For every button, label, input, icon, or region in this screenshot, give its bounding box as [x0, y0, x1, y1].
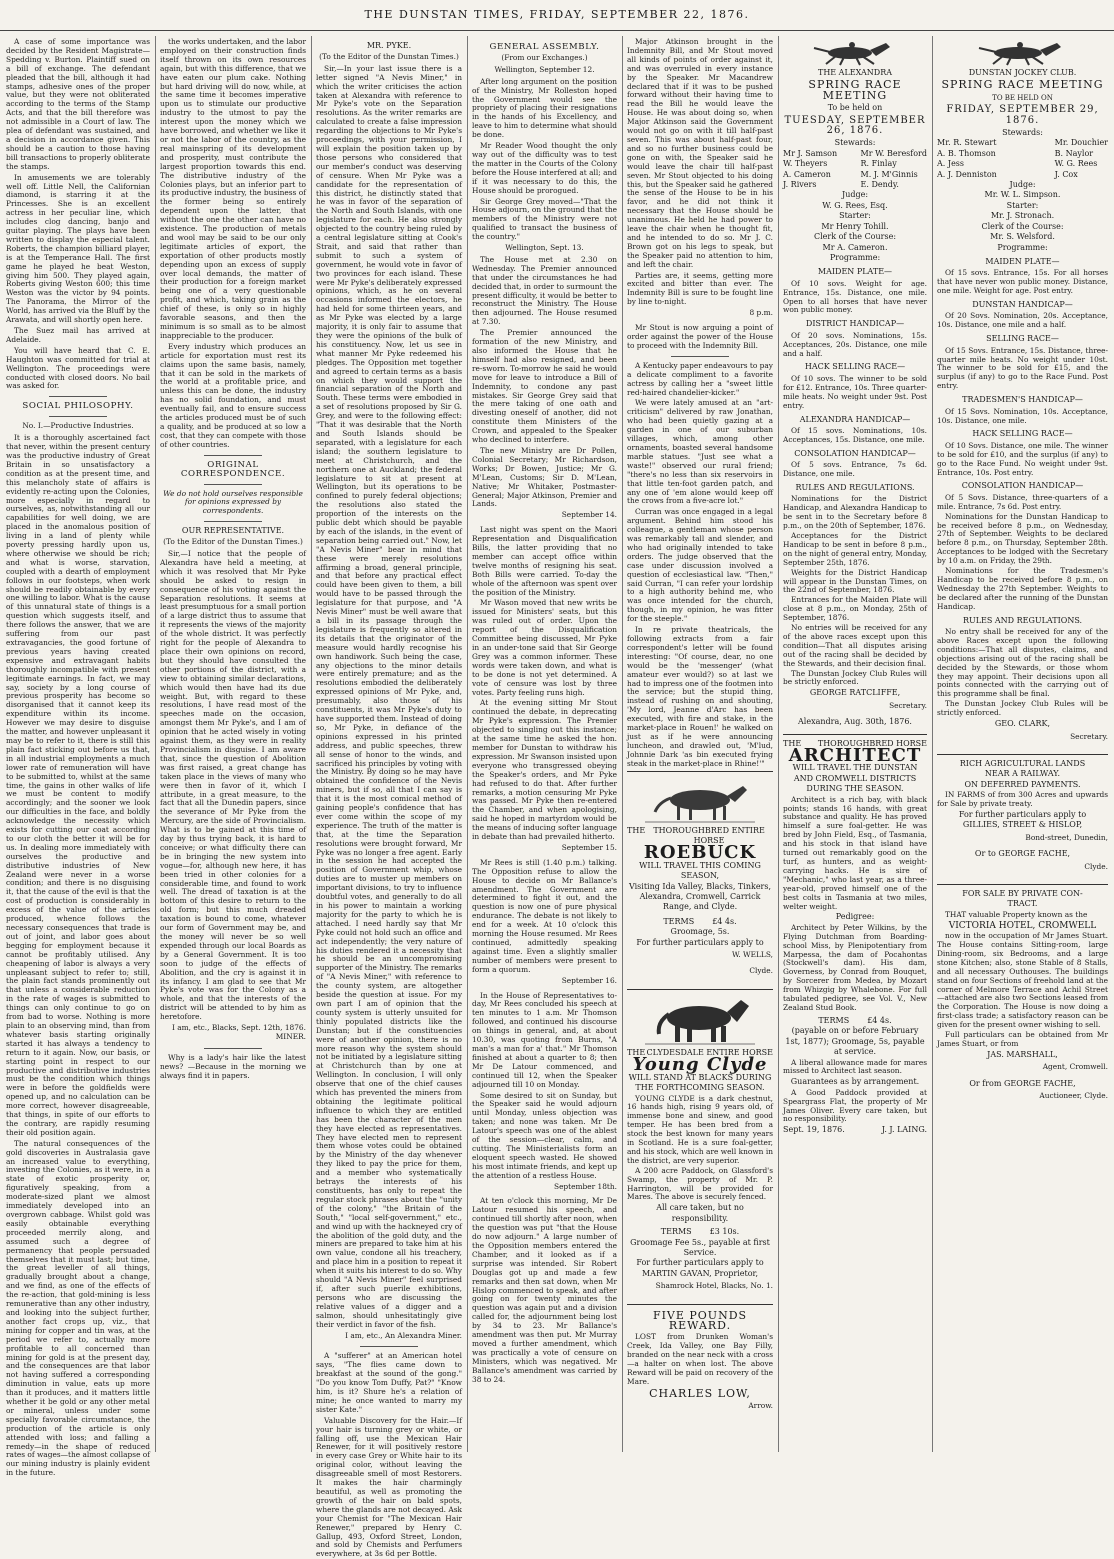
note-text: Nominations for the Dunstan Handicap to be received before 8 p.m., on Wednesday, 27th of September. Weights to be declared before 8 p.m., on Thursday, September 28th. Acceptances to be lodged with the Secretary by 10 a.m. on Friday, the 29th. — [937, 511, 1108, 566]
divider — [360, 1346, 418, 1347]
starter-label: Starter: — [839, 211, 871, 221]
news-paragraph: The new Ministry are Dr Pollen, Colonial Secretary; Mr Richardson, Works; Dr Bowen, Justice; Mr G. M'Lean, Customs; Sir D. M'Lean, Native; Mr Whitaker, Postmaster-General; Major Atkinson, Premier and Lands. — [472, 445, 617, 509]
rule-text: The Dunstan Jockey Club Rules will be strictly enforced. — [783, 668, 927, 687]
news-paragraph: A case of some importance was decided by the Resident Magistrate—Spedding v. Burton. Plaintiff sued on a bill of exchange. The defendant pleaded that the bill, although it had stamps, adhesive ones of the proper value, but they were not obliterated according to the terms of the Stamp Acts, and that the bill therefore was not admissible in a Court of law. The plea of defendant was sustained, and a decision in accordance given. This should be a caution to those having bill transactions to properly obliterate the stamps. — [6, 37, 150, 171]
racehorse-illustration-icon — [800, 40, 910, 66]
rule-text: No entries will be received for any of the above races except upon this condition—That all disputes arising out of the racing shall be decided by the Stewards, and their decision final. — [783, 623, 927, 668]
sale-or-title: Auctioneer, Clyde. — [1039, 1091, 1108, 1101]
racehorse-illustration-icon — [963, 40, 1083, 66]
clerk-name: Mr. S. Welsford. — [990, 232, 1055, 242]
column-rule — [155, 36, 156, 1452]
notes-list — [937, 513, 1108, 612]
letter-address: (To the Editor of the Dunstan Times.) — [163, 537, 303, 547]
secretary-title: Secretary. — [1070, 731, 1108, 741]
race-name: TRADESMEN'S HANDICAP— — [962, 395, 1083, 405]
hotel-sale-advert — [937, 884, 1108, 1114]
column-rule — [778, 36, 779, 1452]
divider — [49, 416, 107, 417]
ad-title: CLYDESDALE ENTIRE HORSE — [646, 1047, 773, 1057]
ad-line: WILL STAND AT BLACKS DURING THE FORTHCOMING SEASON. — [628, 1072, 772, 1093]
news-paragraph: We were lately amused at an "art-criticism" delivered by raw Jonathan, who had been quietly gazing at a garden in one of our suburban villages, which, among other ornaments, boasted several handsome marble statues. "Just see what a waste!" observed our rural friend; "there's no less than six reservoirs in that little ten-foot garden patch, and any one of 'em alone would keep off the crows from a five-acre lot." — [627, 398, 773, 506]
steward-name: A. Cameron — [783, 169, 831, 179]
race-conditions: Of 10 sovs. The winner to be sold for £12. Entrance, 10s. Three quarter-mile heats. No weight under 9st. Post entry. — [783, 373, 927, 410]
clerk-name: Mr A. Cameron. — [822, 242, 888, 252]
steward-name: W. G. Rees — [1054, 159, 1098, 169]
news-paragraph: After long argument on the position of the Ministry, Mr Rolleston hoped the Government would see the propriety of placing their resignations in the hands of his Excellency, and leave to him to determine what should be done. — [472, 76, 617, 140]
masthead: THE DUNSTAN TIMES, FRIDAY, SEPTEMBER 22, 1876. — [0, 0, 1114, 31]
terms-value: £4 4s. — [712, 916, 737, 926]
land-further: For further particulars apply to — [958, 809, 1087, 819]
sale-body: now in the occupation of Mr James Stuart. The House contains Sitting-room, large Dining-room, six Bedrooms, and a large stone Kitchen; also, stone Stable of 8 Stalls, and all necessary Outhouses. The buildings stand on four Sections of freehold land at the corner of Melmore Terrace and Achil Street—attached are also two Sections leased from the Corporation. The House is now doing a first-class trade; a satisfactory reason can be given for the present owner wishing to sell. — [937, 931, 1108, 1030]
column-rule — [932, 36, 933, 1452]
news-paragraph: At the evening sitting Mr Stout continued the debate, in deprecating Mr Pyke's expression. The Premier objected to singling out this instance; at the same time he asked the hon. member for Dunstan to withdraw his expression. Mr Swanson insisted upon everyone who transgressed obeying the Speaker's orders, and Mr Pyke had refused to do that. After further remarks, a motion censuring Mr Pyke was passed. Mr Pyke then re-entered the Chamber, and when apologising, said he hoped in martyrdom would be the means of inducing softer language in debate than had prevailed hitherto. — [472, 698, 617, 842]
column-4 — [472, 38, 617, 1448]
ad-agent: MARTIN GAVAN, Proprietor, — [641, 1268, 759, 1278]
article-paragraph: Every industry which produces an article for exportation must rest its claims upon the same basis, namely, that it can be sold in the markets of the world at a profitable price, and unless this can be done, the industry has no solid foundation, and must eventually fail, and to ensure success the articles produced must be of such a quality, and be produced at so low a cost, that they can compete with those of other countries. — [160, 341, 306, 449]
column-rule — [467, 36, 468, 1452]
rules-list — [937, 628, 1108, 718]
divider — [204, 1048, 262, 1049]
pedigree-label: Pedigree: — [835, 912, 875, 922]
article-paragraph: The natural consequences of the gold discoveries in Australasia gave an increased value to everything, investing the Colonies, as it were, in a state of exotic prosperity or, figuratively speaking, from a moderate-sized plant we almost immediately developed into an overgrown cabbage. Whilst gold was easily obtainable everything proceeded merrily along, and assumed such a degree of permanency that people persuaded themselves that it must last; but time, the great leveller of all things, gradually brought about a change, and we find, as one of the effects of the re-action, that gold-mining is less remunerative than any other industry, and looking into the subject further, another fact crops up, viz., that mining for copper and tin was, at the period we refer to, actually more profitable to all concerned than mining for gold is at the present day, and the consequences are that labor not having suffered a corresponding diminution in value, eats up more than it produces, and it matters little whether it be gold or any other metal or mineral, unless under some specially favorable circumstance, the production of the article is only attended with loss; and falling a remedy—in the shape of reduced rates of wages—the almost collapse of our mining industry is plainly evident in the future. — [6, 1138, 150, 1478]
groomage: Groomage, 5s. — [670, 927, 730, 937]
race-date: FRIDAY, SEPTEMBER 29, 1876. — [946, 104, 1099, 126]
ad-line: AND CROMWELL DISTRICTS — [793, 773, 917, 783]
land-or-place: Clyde. — [1084, 861, 1108, 871]
steward-name: M. J. M'Ginnis — [860, 169, 918, 179]
dateline: September 18th. — [554, 1181, 617, 1191]
starter-name: Mr Henry Tohill. — [821, 221, 889, 231]
article-paragraph: It is a thoroughly ascertained fact that never, within the present century was the productive industry of Great Britain in so unsatisfactory a condition as at the present time, and this melancholy state of affairs is evidently re-acting upon the Colonies, more especially in regard to ourselves, as, notwithstanding all our capabilities for well doing, we are placed in the anomalous position of living in a land of plenty while poverty pressing hardly upon us, where otherwise we should be rich; and what is worse, starvation, coupled with a dearth of employment follows in our footsteps, when work should be readily obtainable by every one willing to labor. What is the cause of this unnatural state of things is a question which suggests itself, and there follows the answer, that we are suffering from our past extravagancies, the good fortune of previous years having created expensive and extravagant habits thoroughly incompatible with present legitimate earnings. In fact, we may say, society by a long course of previous prosperity has become so disorganised that it cannot keep its expenditure within its income. However we may desire to disguise the matter, and however unpleasant it may be to refer to it, there is still this plain fact sticking out before us that, in all industrial employments a much lower rate of remuneration will have to be submitted to, whilst at the same time, the gains in other walks of life we must be content to modify accordingly; and the sooner we look our difficulties in the face, and boldly acknowledge the necessity which exists for cutting our coat according to our cloth the better it will be for us. In dealing more immediately with ourselves the productive and distributive industries of New Zealand were never in a worse condition; and there is no disguising it, that the cause of the evil is that the cost of production is considerably in excess of the value of the articles produced, whence follows the necessary consequences that trade is out of joint, and labor goes about begging for employment because it cannot be profitably utilised. Any cheapening of labor is always a very unpleasant subject to refer to; still, the plain fact stands prominently out that unless a considerable reduction in the rate of wages is submitted to things can only continue to go on from bad to worse. Nothing is more plain to an observing mind, than from whatever basis starting originally started it has always a tendency to return to it again. Now, our basis, or starting point in respect to our productive and distributive industries must be the condition which things were in before the goldfields were opened up, and no calculation can be more correct, however disagreeable, that things, in spite of our efforts to the contrary, are rapidly resuming their old position again. — [6, 433, 150, 1137]
race-conditions: Of 20 sovs. Nominations, 15s. Acceptances, 20s. Distance, one mile and a half. — [783, 330, 927, 358]
secretary-name: GEO. CLARK, — [994, 719, 1051, 729]
sale-title: FOR SALE BY PRIVATE CON- — [962, 888, 1083, 898]
steward-name: E. Dendy. — [860, 180, 899, 190]
letter-signature: I am, etc., An Alexandra Miner. — [345, 1330, 462, 1340]
column-rule — [311, 36, 312, 1452]
stewards-left — [937, 138, 997, 180]
sale-hotel: VICTORIA HOTEL, CROMWELL — [948, 920, 1097, 931]
sale-agent-title: Agent, Cromwell. — [1042, 1062, 1108, 1072]
programme-label: Programme: — [997, 242, 1048, 252]
race-list — [783, 267, 927, 479]
ad-the: THE — [783, 738, 802, 748]
race-name: MAIDEN PLATE— — [817, 267, 893, 277]
terms-label: TERMS — [660, 1227, 692, 1237]
horse-illustration-icon — [645, 778, 755, 824]
news-paragraph: Why is a lady's hair like the latest news? —Because in the morning we always find it in papers. — [160, 1052, 306, 1080]
land-title: NEAR A RAILWAY. — [984, 769, 1061, 779]
steward-name: B. Naylor — [1054, 148, 1094, 158]
dateline: September 15. — [561, 842, 617, 852]
race-conditions: Of 5 sovs. Entrance, 7s 6d. Distance, one mile. — [783, 460, 927, 479]
column-2 — [160, 38, 306, 1448]
ad-line: Visiting Ida Valley, Blacks, Tinkers, Alexandra, Cromwell, Carrick Range, and Clyde. — [628, 881, 772, 912]
ad-title: THOROUGHBRED HORSE — [817, 738, 927, 748]
news-paragraph: Curran was once engaged in a legal argument. Behind him stood his colleague, a gentleman whose person was remarkably tall and slender, and who had originally intended to take orders. The judge observed that the case under discussion involved a question of ecclesiastical law. "Then," said Curran, "I can refer your lordship to a high authority behind me, who was once intended for the church, though, in my opinion, he was fitter for the steeple." — [627, 507, 773, 624]
news-paragraph: Mr Stout is now arguing a point of order against the power of the House to proceed with the Indemnity Bill. — [627, 323, 773, 350]
race-name: DISTRICT HANDICAP— — [805, 319, 905, 329]
rule-text: No entry shall be received for any of the above Races except upon the following conditions:—That all disputes, claims, and objections arising out of the racing shall be decided by the Stewards, or those whom they may appoint. Their decisions upon all points connected with the carrying out of this programme shall be final. — [937, 627, 1108, 699]
rule-text: Weights for the District Handicap will appear in the Dunstan Times, on the 22nd of September, 1876. — [783, 567, 927, 595]
editorial-disclaimer: We do not hold ourselves responsible for opinions expressed by correspondents. — [163, 488, 303, 516]
ad-care: All care taken, but no responsibility. — [656, 1203, 744, 1223]
terms-value: £3 10s. — [709, 1227, 740, 1237]
land-agent: GILLIES, STREET & HISLOP, — [962, 820, 1083, 830]
dateline: Wellington, Sept. 13. — [505, 243, 584, 253]
letter-body: Sir,—In your last issue there is a letter signed "A Nevis Miner," in which the writer criticises the action taken at Alexandra with reference to Mr Pyke's vote on the Separation resolutions. As the writer remarks are calculated to create a false impression regarding the objections to Mr Pyke's proceedings, with your permission, I will explain the position taken up by those persons who considered that our member's conduct was deserving of censure. When Mr Pyke was a candidate for the representation of this district, he distinctly stated that he was in favor of the separation of the North and South Islands, with one legislature for each. He also strongly objected to the country being ruled by a central legislature sitting at Cook's Strait, and said that rather than submit to such a system of government, he would vote in favor of two provinces for each island. These were Mr Pyke's deliberately expressed opinions, which, as he on several occasions informed the electors, he had held for some thirteen years, and as Mr Pyke was elected by a large majority, it is only fair to assume that they were the opinions of the bulk of his constituency. Now, let us see in what manner Mr Pyke redeemed his pledges. The Opposition met together and agreed to certain terms as a basis on which they would support the financial separation of the North and South. These terms were embodied in a set of resolutions proposed by Sir G. Grey, and were to the following effect: "That it was desirable that the North and South Islands should be separated, with a legislature for each island; the southern legislature to meet at Christchurch, and the northern one at Auckland; the federal legislature to sit at present at Wellington, but its operations to be confined to purely federal objections; the resolutions also stated the proportion of the interests on the public debt which should be payable by each of the islands, in the event of separation being carried out." Now, let "A Nevis Miner" bear in mind that these were merely resolutions affirming a broad, general principle, and that before any practical effect could have been given to them, a bill would have to be passed through the legislature for that purpose, and "A Nevis Miner" must be well aware that a bill in its passage through the legislature is frequently so altered in its details that the originator of the measure would hardly recognise his own handiwork. Such being the case, any objections to the minor details were entirely premature; and as the resolutions embodied the deliberately expressed opinions of Mr Pyke, and, presumably, also those of his constituents, it was Mr Pyke's duty to have supported them. Instead of doing so, Mr Pyke, in defiance of the opinions expressed in his printed address, and public speeches, threw all sense of honor to the winds, and sacrificed his principles by voting with the Ministry. By doing so he may have obtained the confidence of the Nevis miners, but if so, all that I can say is that it is the most comical method of gaining people's confidence that has ever come within the scope of my experience. The truth of the matter is that, at the time the Separation resolutions were brought forward, Mr Pyke was no longer a free agent. Early in the session he had accepted the position of Government whip, whose duties are to muster up members on important divisions, to try to influence doubtful votes, and generally to do all in his power to maintain a working majority for the party to which he is attached. I need hardly say that Mr Pyke could not hold such an office and act independently; the very nature of his duties rendered it a necessity that he should be an uncompromising supporter of the Ministry. The remarks of "A Nevis Miner," with reference to the county system, are altogether beside the question at issue. For my own part I am of opinion that the county system is utterly unsuited for thinly populated districts like the Dunstan; but if the constituencies were of another opinion, there is no more reason why the system should not be initiated by a legislature sitting at Christchurch than by one at Wellington. In conclusion, I will only observe that one of the chief causes which has prevented the miners from obtaining the legitimate political influence to which they are entitled has been the character of the men they have elected as representatives. They have elected men to represent them whose votes could be obtained by the Ministry of the day whenever they liked to pay the price for them, and a member who systematically betrays the interests of his constituents, has only to repeat the regular stock phrases about the "unity of the colony," "the Britain of the South," "local self-government," etc., and wind up with the hackneyed cry of the abolition of the gold duty, and the miners are prepared to take him at his own value, condone all his treachery, and place him in a position to repeat it when it suits his interest to do so. Why should "A Nevis Miner" feel surprised if, after such puerile exhibitions, persons who are discussing the relative values of a digger and a salmon, should unhesitatingly give their verdict in favor of the fish. — [316, 63, 462, 1329]
rules-heading: RULES AND REGULATIONS. — [962, 615, 1083, 625]
steward-name: Mr. Douchier — [1054, 138, 1108, 148]
divider — [204, 521, 262, 522]
race-meeting-title: SPRING RACE MEETING — [808, 78, 902, 102]
steward-name: J. Cox — [1054, 169, 1078, 179]
race-conditions: Of 15 Sovs. Nomination, 10s. Acceptance, 10s. Distance, one mile. — [937, 406, 1108, 425]
steward-name: A. Jess — [937, 159, 965, 169]
race-conditions: Of 20 Sovs. Nomination, 20s. Acceptance, 10s. Distance, one mile and a half. — [937, 311, 1108, 330]
sale-body: THAT valuable Property known as the — [945, 909, 1088, 919]
divider — [671, 356, 729, 357]
race-list — [937, 257, 1108, 512]
ad-paddock: A Good Paddock provided at Speargrass Flat, the property of Mr James Oliver. Every care taken, but no responsibility. — [783, 1087, 927, 1124]
reward-title: FIVE POUNDS REWARD. — [652, 1308, 748, 1333]
stewards-left — [783, 149, 837, 191]
judge-label: Judge: — [841, 190, 869, 200]
letter-body: Sir,—I notice that the people of Alexandra have held a meeting, at which it was resolved that Mr Pyke should be asked to resign in consequence of his voting against the Separation resolutions. It seems at least presumptuous for a small portion of a large district thus to assume that it represents the views of the majority of the whole district. It was perfectly right for the people of Alexandra to place their own opinions on record, but they should have consulted the other portions of the district, with a view to obtaining similar declarations, which would then have had its due weight. But, with regard to these resolutions, I have read most of the speeches made on the occasion, amongst them Mr Pyke's, and I am of opinion that he acted wisely in voting against them, as they were in reality Provincialism in disguise. I am aware that, since the question of Abolition was first raised, a great change has taken place in the views of many who were then in favor of it, which I attribute, in a great measure, to the fact that all the Dunedin papers, since the severance of Mr Pyke from the Mercury, are the side of Provincialism. What is to be gained at this time of day by thus trying back, it is hard to conceive; or what difficulty there can be in bringing the new system into vogue—for, although new here, it has been tried in other colonies for a considerable time, and found to work well. The dread of taxation is at the bottom of this desire to return to the old form; but this much dreaded taxation is bound to come, whatever our form of Government may be, and the money will never be so well expended through our local Boards as by a General Government. It is too soon to judge of the effects of Abolition, and the cry is against it in its infancy. I am glad to see that Mr Pyke's vote was for the Colony as a whole, and that the interests of the district will be attended to by him as heretofore. — [160, 549, 306, 1022]
starter-name: Mr. J. Stronach. — [990, 211, 1055, 221]
letter-title: OUR REPRESENTATIVE. — [181, 526, 285, 536]
land-title: RICH AGRICULTURAL LANDS — [959, 758, 1086, 768]
terms-value: £4 4s. — [867, 1015, 892, 1025]
note-text: Nominations for the Tradesmen's Handicap to be received before 8 p.m., on Wednesday the 27th September. Weights to be declared after the running of the Dunstan Handicap. — [937, 566, 1108, 611]
dateline: 8 p.m. — [749, 308, 773, 318]
dunstan-race-advert — [937, 40, 1108, 754]
clerk-label: Clerk of the Course: — [813, 232, 897, 242]
race-held: TO BE HELD ON — [992, 93, 1053, 102]
stewards-list — [937, 138, 1108, 180]
section-subheading: (From our Exchanges.) — [501, 52, 588, 62]
news-paragraph: Major Atkinson brought in the Indemnity Bill, and Mr Stout moved all kinds of points of order against it, and was overruled in every instance by the Speaker. Mr Macandrew declared that if it was to be pushed forward without their having time to read the Bill he would leave the House. He was about doing so, when Major Atkinson said the Government would not go on with it till half-past seven. This was about half-past four, and so no further business could be gone on with, the Speaker said he would leave the chair till half-past seven. Mr Stout objected to his doing this, but the Speaker said he gathered the sense of the House to be in his favor, and he did not think it necessary that the House should be unanimous. He held he had power to leave the chair when he thought fit, and he intended to do so. Mr J. C. Brown got on his legs to speak, but the Speaker paid no attention to him, and left the chair. — [627, 37, 773, 269]
rules-heading: RULES AND REGULATIONS. — [795, 482, 915, 492]
advert-paragraph: Valuable Discovery for the Hair.—If your hair is turning grey or white, or falling off, use the Mexican Hair Renewer, for it will positively restore in every case Grey or White hair to its original color, without leaving the disagreeable smell of most Restorers. It makes the hair charmingly beautiful, as well as promoting the growth of the hair on bald spots, where the glands are not decayed. Ask your Chemist for "The Mexican Hair Renewer," prepared by Henry C. Gallup, 493, Oxford Street, London, and sold by Chemists and Perfumers everywhere, at 3s 6d per Bottle. — [316, 1415, 462, 1559]
news-paragraph: A "sufferer" at an American hotel says, "The flies came down to breakfast at the sound of the gong." "Do you know Tom Duffy, Pat?" "Know him, is it? Shure he's a relation of mine; he once wanted to marry my sister Kate." — [316, 1351, 462, 1414]
news-paragraph: The Suez mail has arrived at Adelaide. — [6, 326, 150, 344]
secretary-date: Alexandra, Aug. 30th, 1876. — [798, 717, 912, 727]
race-name: MAIDEN PLATE— — [985, 256, 1060, 266]
secretary-title: Secretary. — [889, 700, 927, 710]
news-paragraph: Some desired to sit on Sunday, but the Speaker said he would adjourn until Monday, unless objection was taken; and none was taken. Mr De Latour's speech was one of the ablest of the session—clear, calm, and cutting. The Ministerialists form an eloquent speech wasted. He showed his most intimate friends, and kept up the attention of a restless House. — [472, 1090, 617, 1180]
sale-title: TRACT. — [1007, 899, 1038, 909]
clerk-label: Clerk of the Course: — [981, 221, 1064, 231]
sale-agent: JAS. MARSHALL, — [987, 1049, 1058, 1059]
news-paragraph: The Premier announced the formation of the new Ministry, and also informed the House that he himself had also resigned, and been re-sworn. To-morrow he said he would move for leave to introduce a Bill of Indemnity, to condone any past mistakes. Sir George Grey said that the mere taking of one oath and divesting oneself of another, did not constitute them Ministers of the Crown, and appealed to the Speaker who declined to interfere. — [472, 328, 617, 445]
race-name: HACK SELLING RACE— — [804, 362, 906, 372]
land-title: ON DEFERRED PAYMENTS. — [964, 779, 1081, 789]
rule-text: Entrances for the Maiden Plate will close at 8 p.m., on Monday, 25th of September, 1876. — [783, 595, 927, 623]
dateline: September 16. — [561, 975, 617, 985]
ad-the: THE — [627, 1047, 646, 1057]
stewards-list — [783, 149, 927, 191]
letter-address: (To the Editor of the Dunstan Times.) — [319, 51, 459, 61]
race-conditions: Of 15 Sovs. Entrance, 15s. Distance, three-quarter mile heats. No weight under 10st. The winner to be sold for £15, and the surplus (if any) to go to the Race Fund. Post entry. — [937, 345, 1108, 391]
section-subheading: No. I.—Productive Industries. — [22, 421, 134, 431]
ad-agent: J. J. LAING. — [881, 1125, 927, 1135]
rule-text: Nominations for the District Handicap, and Alexandra Handicap to be sent in to the Secretary before 8 p.m., on the 20th of September, 1876. — [783, 494, 927, 531]
reward-body: LOST from Drunken Woman's Creek, Ida Valley, one Bay Filly, branded on the near neck with a cross—a halter on when lost. The above Reward will be paid on recovery of the Mare. — [627, 1332, 773, 1386]
reward-advert — [627, 1304, 773, 1424]
terms-label: TERMS — [663, 916, 695, 926]
ad-body: Architect is a rich bay, with black points; stands 16 hands, with great substance and quality. He has proved himself a sure foal-getter. He was bred by John Field, Esq., of Tasmania, and his stock in that island have turned out remarkably good on the turf, as hunters, and as weight-carrying hacks. He is sire of "Mechanic," who last year, as a three-year-old, proved himself one of the best colts in Tasmania at two miles, welter weight. — [783, 794, 927, 911]
news-paragraph: Parties are, it seems, getting more excited and bitter than ever. The Indemnity Bill is sure to be fought line by line to-night. — [627, 270, 773, 307]
young-clyde-advert — [627, 989, 773, 1304]
sale-or: Or from GEORGE FACHE, — [969, 1078, 1076, 1088]
steward-name: Mr J. Samson — [783, 148, 838, 158]
news-paragraph: In re private theatricals, the following extracts from a fair correspondent's letter will be found interesting: "Of course, dear, no one would be the 'messenger' (what amateur ever would?) so at last we had to impress one of the footmen into the service; but the stupid thing, instead of rushing on and shouting, 'My lord, Jeanne d'Arc has been executed, with fire and stake, in the market-place in Rouen!' he walked on just as if he were announcing luncheon, and drawled out, 'M'lud, Johnnie Dark 'as bin executed frying steak in the market-place in Rhine!'" — [627, 625, 773, 768]
programme-label: Programme: — [829, 252, 881, 262]
ad-date: Sept. 19, 1876. — [783, 1125, 845, 1135]
column-1 — [6, 37, 150, 1478]
divider — [204, 455, 262, 456]
column-5 — [627, 38, 773, 1448]
steward-name: W. Theyers — [783, 159, 828, 169]
architect-advert — [783, 734, 927, 1142]
ad-line: WILL TRAVEL THIS COMING SEASON, — [639, 860, 761, 881]
reward-place: Arrow. — [748, 1401, 773, 1411]
race-conditions: Of 15 sovs. Nominations, 10s. Acceptances, 15s. Distance, one mile. — [783, 425, 927, 444]
land-or: Or to GEORGE FACHE, — [974, 849, 1071, 859]
rules-list — [783, 495, 927, 687]
section-heading: SOCIAL PHILOSOPHY. — [22, 401, 134, 412]
news-paragraph: At ten o'clock this morning, Mr De Latour resumed his speech, and continued till shortly after noon, when the question was put "that the House do now adjourn." A large number of the Opposition members entered the Chamber, and it looked as if a surprise was intended. Sir Robert Douglas got up and made a few remarks and then sat down, when Mr Hislop commenced to speak, and after going on for twenty minutes the question was again put and a division called for, the adjournment being lost by 34 to 23. Mr Ballance's amendment was then put. Mr Murray moved a further amendment, which was practically a vote of censure on Ministers, which was negatived. Mr Ballance's amendment was carried by 38 to 24. — [472, 1196, 617, 1384]
ad-guarantee: Guarantees as by arrangement. — [790, 1077, 920, 1087]
race-meeting-title: SPRING RACE MEETING — [941, 78, 1104, 92]
terms-label: TERMS — [818, 1015, 850, 1025]
race-title: DUNSTAN JOCKEY CLUB. — [968, 68, 1077, 77]
ad-agent: W. WELLS, — [732, 950, 773, 960]
news-paragraph: In the House of Representatives to-day, Mr Rees concluded his speech at ten minutes to 1 a.m. Mr Thomson followed, and continued his discourse on things in general, and, at about 10.30, was quoting from Burns, "A man's a man for a' that." Mr Thomson finished at about a quarter to 8; then Mr De Latour commenced, and continued till 12, when the Speaker adjourned till 10 on Monday. — [472, 990, 617, 1089]
race-name: CONSOLATION HANDICAP— — [961, 481, 1084, 491]
section-heading: GENERAL ASSEMBLY. — [489, 42, 600, 52]
race-conditions: Of 10 Sovs. Distance, one mile. The winner to be sold for £10, and the surplus (if any) to go to the Race Fund. No weight under 9st. Entrance, 10s. Post entry. — [937, 440, 1108, 477]
steward-name: Mr. R. Stewart — [937, 138, 997, 148]
race-name: ALEXANDRA HANDICAP— — [799, 414, 911, 424]
column-6 — [783, 38, 927, 1448]
starter-label: Starter: — [1006, 200, 1039, 210]
divider — [49, 396, 107, 397]
letter-title: MR. PYKE. — [366, 41, 412, 50]
land-agent-place: Bond-street, Dunedin, — [1025, 832, 1108, 842]
race-name: CONSOLATION HANDICAP— — [794, 448, 916, 458]
horse-name: Young Clyde — [632, 1054, 768, 1076]
stewards-label: Stewards: — [834, 138, 876, 148]
race-held: To be held on — [827, 103, 883, 113]
terms-note: (payable on or before February 1st, 1877); Groomage, 5s, payable at service. — [785, 1026, 925, 1057]
ad-liberal: A liberal allowance made for mares missed to Architect last season. — [783, 1057, 927, 1076]
ad-paddock: A 200 acre Paddock, on Glassford's Swamp, the property of Mr. P. Harrington, will be provided for Mares. The above is securely fenced. — [627, 1165, 773, 1202]
clydesdale-illustration-icon — [645, 996, 755, 1046]
dateline: Wellington, September 12. — [494, 64, 595, 74]
race-conditions: Of 10 sovs. Weight for age. Entrance, 15s. Distance, one mile. Open to all horses that have never won public money. — [783, 278, 927, 315]
column-7 — [937, 38, 1108, 1448]
column-3 — [316, 38, 462, 1559]
horse-name: ARCHITECT — [788, 745, 922, 766]
pedigree-text: Architect by Peter Wilkins, by the Flying Dutchman from Boarding-school Miss, by Plenipotentiary from Marpessa, the dam of Pocahontas (Stockwell's dam). His dam, Governess, by Conrad from Bouquet, by Sorcerer from Medea, by Mozart from Whizgig by Whalebone. For full tabulated pedigree, see Vol. V., New Zealand Stud Book. — [783, 922, 927, 1012]
news-paragraph: Sir George Grey moved—"That the House adjourn, on the ground that the members of the Ministry were not qualified to transact the business of the country." — [472, 196, 617, 242]
judge-name: W. G. Rees, Esq. — [822, 200, 888, 210]
news-paragraph: Mr Wason moved that new writs be issued for Ministers' seats, but this was ruled out of order. Upon the report of the Disqualification Committee being discussed, Mr Pyke in an under-tone said that Sir George Grey was a common informer. These words were taken down, and what is to be done is not yet determined. A vote of censure was lost by three votes. Party feeling runs high. — [472, 598, 617, 697]
news-paragraph: You will have heard that C. E. Haughton was committed for trial at Wellington. The proceedings were conducted with closed doors. No bail was asked for. — [6, 345, 150, 391]
land-advert — [937, 754, 1108, 884]
letter-signature: I am, etc., Blacks, Sept. 12th, 1876. MINER. — [171, 1023, 306, 1041]
steward-name: Mr W. Beresford — [860, 148, 927, 158]
news-paragraph: The House met at 2.30 on Wednesday. The Premier announced that under the circumstances he had decided that, in order to surmount the present difficulty, it would be better to reconstruct the Ministry. The House then adjourned. The House resumed at 7.30. — [472, 254, 617, 327]
rule-text: The Dunstan Jockey Club Rules will be strictly enforced. — [937, 699, 1108, 718]
race-name: SELLING RACE— — [986, 334, 1059, 344]
article-paragraph: the works undertaken, and the labor employed on their construction finds itself thrown on its own resources again, but with this difference, that we have eaten our plum cake. Nothing but hard driving will do now, while, at the same time it becomes imperative upon us to stimulate our productive industry to the utmost to pay the interest upon the money which we have borrowed, and whether we like it or not the labor of the country, as the real mainspring of its development and prosperity, must contribute the largest proportion towards this end. The distributive industry of the Colonies plays, but an inferior part to its productive industry, the business of the former being so entirely dependent upon the latter, that without the one the other can have no existence. The production of metals and wool may be said to be our only legitimate articles of export, the exportation of other products mostly depending upon an excess of supply over local demands, the matter of their production for a foreign market being one of a very questionable profit, and which, taking grain as the chief of these, is only so in highly favorable seasons, and then the minimum is so small as to be almost inappreciable to the producer. — [160, 37, 306, 340]
ad-place: Shamrock Hotel, Blacks, No. 1. — [655, 1281, 773, 1291]
reward-signature: CHARLES LOW, — [649, 1386, 751, 1400]
ad-body: YOUNG CLYDE is a dark chestnut, 16 hands high, rising 9 years old, of immense bone and sinew, and good temper. He has been bred from a stock the best known for many years in Scotland. He is a sure foal-getter, and his stock, which are well known in the district, are very superior. — [627, 1093, 773, 1165]
secretary-name: GEORGE RATCLIFFE, — [809, 688, 901, 698]
land-body: IN FARMS of from 300 Acres and upwards for Sale by private treaty. — [937, 790, 1108, 809]
steward-name: A. B. Thomson — [937, 148, 996, 158]
race-name: DUNSTAN HANDICAP— — [972, 300, 1073, 310]
horse-name: ROEBUCK — [643, 842, 757, 864]
ad-title: THOROUGHBRED ENTIRE HORSE — [653, 825, 765, 845]
news-paragraph: Last night was spent on the Maori Representation and Disqualification Bills, the latter providing that no member can accept office within twelve months of resigning his seat. Both Bills were carried. To-day the whole of the afternoon was spent over the position of the Ministry. — [472, 525, 617, 597]
steward-name: A. J. Denniston — [937, 169, 997, 179]
news-paragraph: In amusements we are tolerably well off. Little Nell, the Californian diamond, is starring it at the Princesses. She is an excellent actress in her peculiar line, which includes clog dancing, banjo and guitar playing. The plays have been written to display the especial talent. Roberts, the champion billiard player, is at the Temperance Hall. The first game he played he beat Weston, giving him 500. They played again, Roberts giving Weston 600; this time Weston was the victor by 94 points. The Panorama, the Mirror of the World, has arrived via the Bluff by the Arawata, and will shortly open here. — [6, 172, 150, 325]
dateline: September 14. — [561, 510, 617, 520]
news-paragraph: Mr Rees is still (1.40 p.m.) talking. The Opposition refuse to allow the House to decide on Mr Ballance's amendment. The Government are determined to fight it out, and the question is now one of pure physical endurance. The debate is not likely to end for a week. At 10 o'clock this morning the House resumed. Mr Rees continued, admittedly speaking against time. Even a slightly smaller number of members were present to form a quorum. — [472, 857, 617, 974]
stewards-right — [1055, 138, 1108, 180]
ad-the: THE — [627, 825, 646, 835]
rule-text: Acceptances for the District Handicap to be sent in before 8 p.m., on the night of general entry, Monday, September 25th, 1876. — [783, 530, 927, 567]
news-paragraph: Mr Reader Wood thought the only way out of the difficulty was to test the matter in the Courts of the Colony before the House interfered at all; and if it was necessary to do this, the House should be prorogued. — [472, 141, 617, 195]
section-heading: ORIGINAL CORRESPONDENCE. — [180, 459, 286, 479]
stewards-label: Stewards: — [1002, 128, 1043, 138]
steward-name: R. Finlay — [860, 159, 897, 169]
sale-further: Full particulars can be obtained from Mr James Stuart, or from — [937, 1030, 1108, 1048]
ad-further: For further particulars apply to — [636, 937, 764, 947]
race-date: TUESDAY, SEPTEMBER 26, 1876. — [784, 114, 926, 137]
race-name: HACK SELLING RACE— — [972, 429, 1073, 439]
stewards-right — [861, 149, 927, 191]
roebuck-advert — [627, 771, 773, 989]
steward-name: J. Rivers — [783, 180, 817, 190]
ad-line: DURING THE SEASON. — [806, 784, 904, 794]
ad-place: Clyde. — [749, 966, 773, 976]
judge-label: Judge: — [1009, 180, 1036, 190]
race-conditions: Of 5 Sovs. Distance, three-quarters of a mile. Entrance, 7s 6d. Post entry. — [937, 492, 1108, 511]
race-conditions: Of 15 sovs. Entrance, 15s. For all horses that have never won public money. Distance, one mile. Weight for age. Post entry. — [937, 268, 1108, 296]
ad-further: For further particulars apply to — [636, 1258, 764, 1268]
divider — [204, 484, 262, 485]
ad-line: WILL TRAVEL THE DUNSTAN — [792, 763, 918, 773]
column-rule — [622, 36, 623, 1452]
race-title: THE ALEXANDRA — [817, 68, 893, 77]
judge-name: Mr. W. L. Simpson. — [984, 190, 1061, 200]
news-paragraph: A Kentucky paper endeavours to pay a delicate compliment to a favorite actress by calling her a "sweet little red-haired chandelier-kicker." — [627, 360, 773, 397]
groomage: Groomage Fee 5s., payable at first Service. — [630, 1237, 770, 1257]
alexandra-race-advert — [783, 40, 927, 734]
